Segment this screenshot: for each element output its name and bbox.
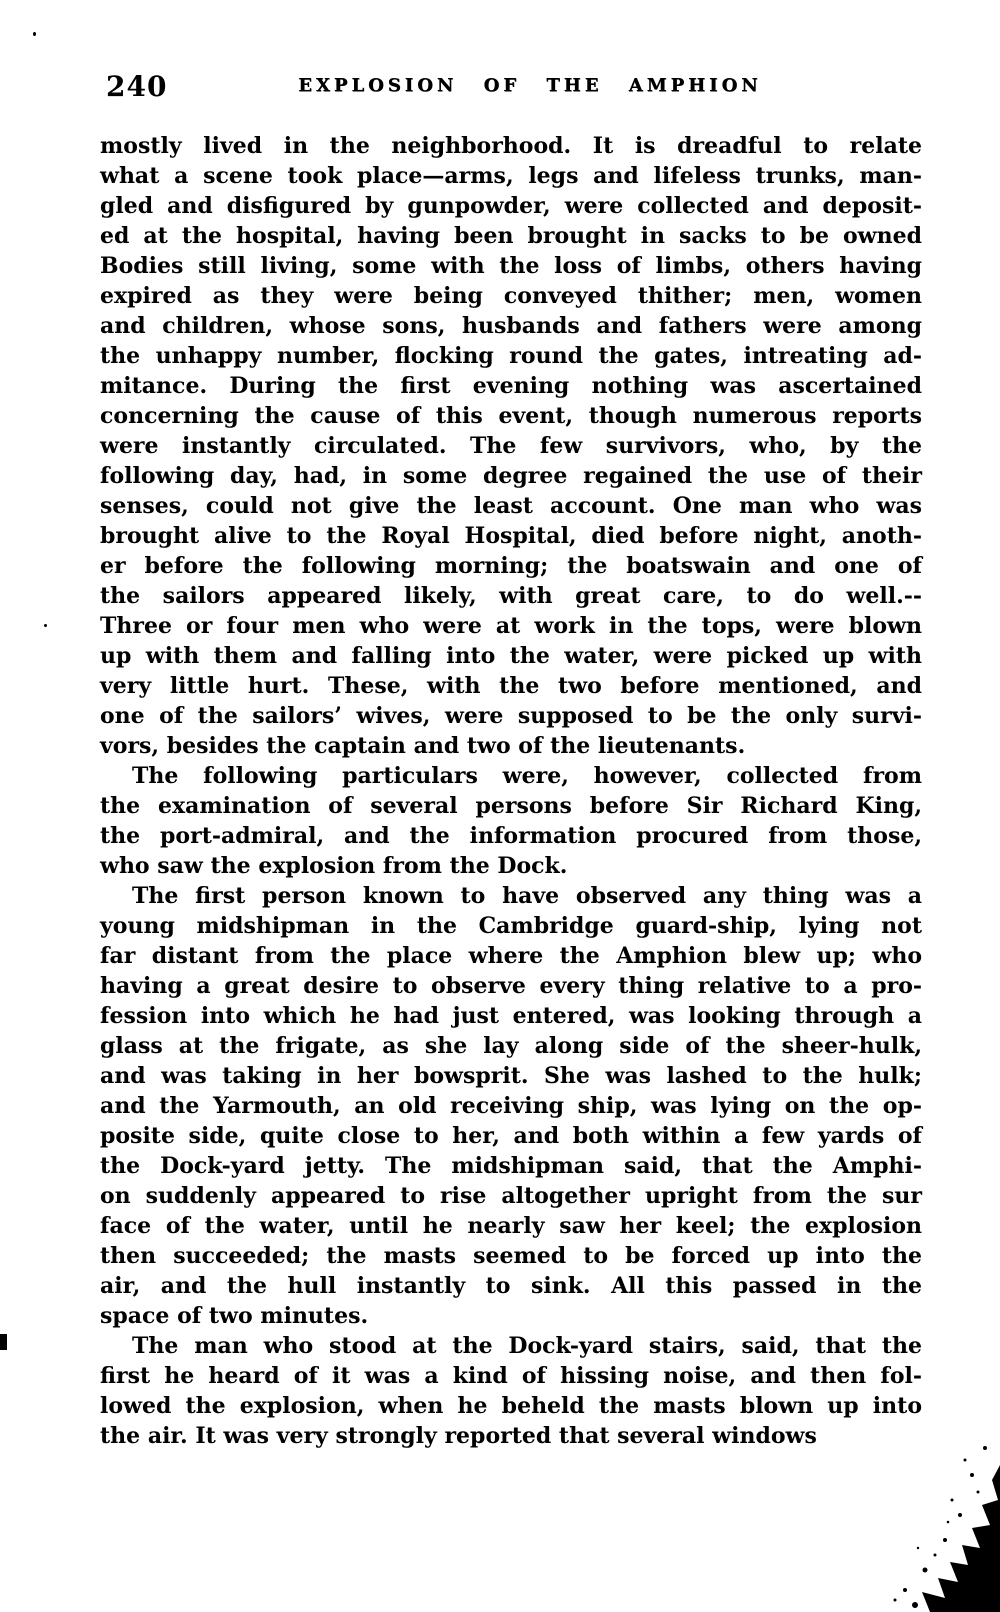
text-line: one of the sailors’ wives, were supposed to be the only survi-	[100, 703, 922, 729]
text-line: The following particulars were, however, collected from	[132, 763, 922, 789]
text-line: and the Yarmouth, an old receiving ship, was lying on the op-	[100, 1093, 922, 1119]
text-line: the sailors appeared likely, with great care, to do well.--	[100, 583, 922, 609]
scan-speck	[44, 624, 47, 627]
paragraph	[100, 131, 922, 761]
text-line: expired as they were being conveyed thither; men, women	[100, 283, 922, 309]
text-line: were instantly circulated. The few survivors, who, by the	[100, 433, 922, 459]
text-line: far distant from the place where the Amphion blew up; who	[100, 943, 922, 969]
text-line: the examination of several persons before Sir Richard King,	[100, 793, 922, 819]
text-line: The man who stood at the Dock-yard stairs, said, that the	[132, 1333, 922, 1359]
text-line: The first person known to have observed any thing was a	[132, 883, 922, 909]
scan-ink-smudge	[860, 1440, 1000, 1612]
text-line: senses, could not give the least account. One man who was	[100, 493, 922, 519]
text-line: young midshipman in the Cambridge guard-ship, lying not	[100, 913, 922, 939]
text-line: and children, whose sons, husbands and fathers were among	[100, 313, 922, 339]
page-body	[100, 131, 922, 1451]
scan-speck	[33, 32, 36, 36]
text-line: gled and disfigured by gunpowder, were collected and deposit-	[100, 193, 922, 219]
text-line: then succeeded; the masts seemed to be forced up into the	[100, 1243, 922, 1269]
running-title: EXPLOSION OF THE AMPHION	[298, 75, 762, 96]
text-line: on suddenly appeared to rise altogether upright from the sur	[100, 1183, 922, 1209]
text-line: posite side, quite close to her, and both within a few yards of	[100, 1123, 922, 1149]
text-line: glass at the frigate, as she lay along side of the sheer-hulk,	[100, 1033, 922, 1059]
paragraph	[100, 761, 922, 881]
text-line: brought alive to the Royal Hospital, died before night, anoth-	[100, 523, 922, 549]
text-line: the unhappy number, flocking round the gates, intreating ad-	[100, 343, 922, 369]
text-line: Three or four men who were at work in the tops, were blown	[100, 613, 922, 639]
scan-edge-mark	[0, 1334, 7, 1350]
text-line: up with them and falling into the water, were picked up with	[100, 643, 922, 669]
text-line: and was taking in her bowsprit. She was lashed to the hulk;	[100, 1063, 922, 1089]
text-line: the Dock-yard jetty. The midshipman said, that the Amphi-	[100, 1153, 922, 1179]
text-line: the air. It was very strongly reported that several windows	[100, 1423, 817, 1449]
text-line: space of two minutes.	[100, 1303, 369, 1329]
text-line: very little hurt. These, with the two before mentioned, and	[100, 673, 922, 699]
text-line: the port-admiral, and the information procured from those,	[100, 823, 922, 849]
text-line: lowed the explosion, when he beheld the masts blown up into	[100, 1393, 922, 1419]
text-line: face of the water, until he nearly saw her keel; the explosion	[100, 1213, 922, 1239]
page-header	[100, 70, 920, 104]
text-line: ed at the hospital, having been brought in sacks to be owned	[100, 223, 922, 249]
text-line: air, and the hull instantly to sink. All this passed in the	[100, 1273, 922, 1299]
text-line: fession into which he had just entered, was looking through a	[100, 1003, 922, 1029]
text-line: vors, besides the captain and two of the lieutenants.	[100, 733, 746, 759]
paragraph	[100, 881, 922, 1331]
text-line: mostly lived in the neighborhood. It is dreadful to relate	[100, 133, 922, 159]
text-line: having a great desire to observe every thing relative to a pro-	[100, 973, 922, 999]
page-number: 240	[106, 70, 168, 103]
text-line: what a scene took place—arms, legs and lifeless trunks, man-	[100, 163, 922, 189]
text-line: concerning the cause of this event, though numerous reports	[100, 403, 922, 429]
text-line: er before the following morning; the boatswain and one of	[100, 553, 922, 579]
paragraph	[100, 1331, 922, 1451]
text-line: first he heard of it was a kind of hissing noise, and then fol-	[100, 1363, 922, 1389]
text-line: following day, had, in some degree regained the use of their	[100, 463, 922, 489]
text-line: who saw the explosion from the Dock.	[100, 853, 568, 879]
text-line: Bodies still living, some with the loss of limbs, others having	[100, 253, 922, 279]
text-line: mitance. During the first evening nothing was ascertained	[100, 373, 922, 399]
